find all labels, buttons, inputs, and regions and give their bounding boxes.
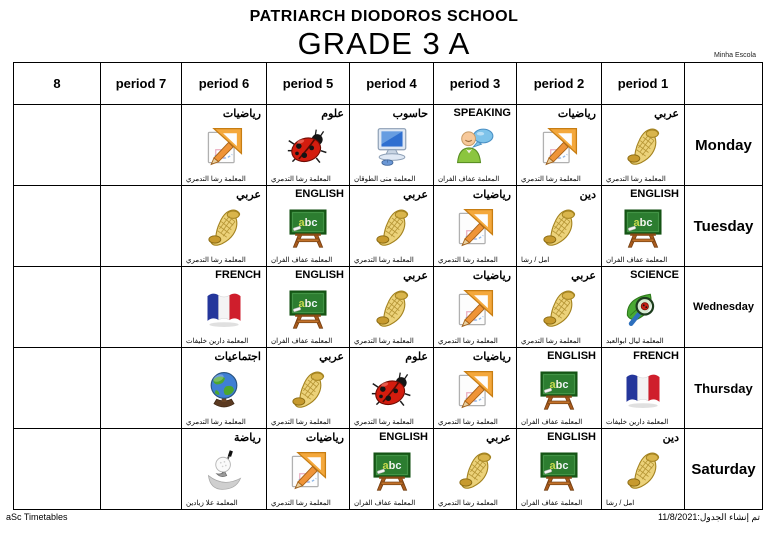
column-header: period 1: [602, 63, 685, 105]
scroll-icon: [370, 206, 414, 250]
timetable-cell[interactable]: [182, 186, 267, 267]
subject-label: عربي: [403, 189, 428, 201]
timetable-cell[interactable]: [517, 186, 602, 267]
empty-cell: [14, 429, 101, 510]
scroll-icon: [202, 206, 246, 250]
globe-icon: [202, 368, 246, 412]
setsquare-icon: [537, 125, 581, 169]
column-header: 8: [14, 63, 101, 105]
timetable-cell[interactable]: [434, 186, 517, 267]
column-header: period 5: [267, 63, 350, 105]
setsquare-icon: [453, 287, 497, 331]
french-flag-icon: [202, 287, 246, 331]
school-name: PATRIARCH DIODOROS SCHOOL: [249, 8, 519, 25]
teacher-label: المعلمة عفاف الفران: [271, 338, 333, 345]
scroll-icon: [537, 206, 581, 250]
subject-label: علوم: [321, 108, 344, 120]
teacher-label: امل / رشا: [606, 500, 635, 507]
teacher-label: المعلمة رشا التدمري: [354, 257, 414, 264]
generated-date-label: تم إنشاء الجدول:11/8/2021: [657, 512, 760, 522]
timetable-cell[interactable]: [350, 429, 434, 510]
subject-label: رياضيات: [305, 432, 344, 444]
teacher-label: المعلمة دارين خليفات: [186, 338, 249, 345]
teacher-label: المعلمة رشا التدمري: [606, 176, 666, 183]
ladybug-icon: [286, 125, 330, 169]
setsquare-icon: [202, 125, 246, 169]
column-header: period 2: [517, 63, 602, 105]
teacher-label: المعلمة عفاف الفران: [606, 257, 668, 264]
day-row: [14, 429, 763, 510]
timetable-cell[interactable]: [602, 186, 685, 267]
chalkboard-icon: [286, 206, 330, 250]
subject-label: دين: [662, 432, 679, 444]
subject-label: FRENCH: [633, 350, 679, 362]
timetable-cell[interactable]: [350, 267, 434, 348]
subject-label: ENGLISH: [295, 188, 344, 200]
empty-cell: [14, 348, 101, 429]
timetable-cell[interactable]: [602, 267, 685, 348]
timetable: [13, 62, 763, 510]
timetable-cell[interactable]: [517, 348, 602, 429]
day-row: [14, 105, 763, 186]
teacher-label: المعلمة رشا التدمري: [186, 419, 246, 426]
timetable-body: [14, 105, 763, 510]
scroll-icon: [286, 368, 330, 412]
timetable-cell[interactable]: [182, 105, 267, 186]
timetable-cell[interactable]: [182, 429, 267, 510]
teacher-label: المعلمة رشا التدمري: [354, 338, 414, 345]
timetable-cell[interactable]: [267, 105, 350, 186]
subject-label: رياضيات: [557, 108, 596, 120]
subject-label: ENGLISH: [379, 431, 428, 443]
teacher-label: المعلمة عفاف الفران: [354, 500, 416, 507]
day-label: Monday: [685, 105, 763, 186]
empty-cell: [101, 267, 182, 348]
ladybug-icon: [370, 368, 414, 412]
chalkboard-icon: [621, 206, 665, 250]
timetable-cell[interactable]: [602, 429, 685, 510]
timetable-cell[interactable]: [434, 429, 517, 510]
teacher-label: المعلمة منى الطوقان: [354, 176, 416, 183]
computer-icon: [370, 125, 414, 169]
column-header: period 4: [350, 63, 434, 105]
timetable-cell[interactable]: [602, 348, 685, 429]
empty-cell: [101, 348, 182, 429]
subject-label: ENGLISH: [547, 350, 596, 362]
teacher-label: المعلمة رشا التدمري: [354, 419, 414, 426]
timetable-cell[interactable]: [267, 186, 350, 267]
french-flag-icon: [621, 368, 665, 412]
teacher-label: المعلمة عفاف الفران: [521, 500, 583, 507]
subject-label: SCIENCE: [630, 269, 679, 281]
column-header: period 6: [182, 63, 267, 105]
subject-label: رياضيات: [472, 270, 511, 282]
header-row: [14, 63, 763, 105]
empty-cell: [14, 186, 101, 267]
teacher-label: المعلمة عفاف الفران: [438, 176, 500, 183]
timetable-cell[interactable]: [267, 348, 350, 429]
setsquare-icon: [286, 449, 330, 493]
corner-header: [685, 63, 763, 105]
subject-label: علوم: [405, 351, 428, 363]
day-label: Tuesday: [685, 186, 763, 267]
day-row: [14, 186, 763, 267]
teacher-label: المعلمة رشا التدمري: [186, 257, 246, 264]
teacher-label: المعلمة ليال ابوالعبد: [606, 338, 664, 345]
subject-label: ENGLISH: [295, 269, 344, 281]
teacher-label: المعلمة عفاف الفران: [271, 257, 333, 264]
empty-cell: [101, 186, 182, 267]
teacher-label: المعلمة رشا التدمري: [271, 176, 331, 183]
chalkboard-icon: [537, 449, 581, 493]
empty-cell: [101, 429, 182, 510]
scroll-icon: [621, 449, 665, 493]
timetable-cell[interactable]: [350, 348, 434, 429]
teacher-label: المعلمة رشا التدمري: [438, 338, 498, 345]
subject-label: عربي: [571, 270, 596, 282]
chalkboard-icon: [286, 287, 330, 331]
subject-label: رياضيات: [472, 351, 511, 363]
subject-label: اجتماعيات: [214, 351, 261, 363]
timetable-cell[interactable]: [434, 267, 517, 348]
teacher-label: المعلمة رشا التدمري: [271, 500, 331, 507]
teacher-label: المعلمة رشا التدمري: [521, 176, 581, 183]
chalkboard-icon: [370, 449, 414, 493]
timetable-cell[interactable]: [182, 267, 267, 348]
speaking-icon: [453, 125, 497, 169]
timetable-cell[interactable]: [434, 105, 517, 186]
empty-cell: [14, 105, 101, 186]
teacher-label: المعلمة رشا التدمري: [438, 500, 498, 507]
subject-label: رياضيات: [222, 108, 261, 120]
day-label: Thursday: [685, 348, 763, 429]
subject-label: عربي: [403, 270, 428, 282]
day-label: Saturday: [685, 429, 763, 510]
timetable-cell[interactable]: [182, 348, 267, 429]
subject-label: حاسوب: [392, 108, 428, 120]
setsquare-icon: [453, 368, 497, 412]
golf-icon: [202, 449, 246, 493]
timetable-cell[interactable]: [350, 186, 434, 267]
teacher-label: المعلمة عفاف الفران: [521, 419, 583, 426]
scroll-icon: [370, 287, 414, 331]
watermark-label: Minha Escola: [713, 52, 756, 59]
timetable-head: [14, 63, 763, 105]
chalkboard-icon: [537, 368, 581, 412]
teacher-label: المعلمة دارين خليفات: [606, 419, 669, 426]
subject-label: FRENCH: [215, 269, 261, 281]
scroll-icon: [453, 449, 497, 493]
timetable-cell[interactable]: [267, 429, 350, 510]
timetable-cell[interactable]: [350, 105, 434, 186]
column-header: period 7: [101, 63, 182, 105]
timetable-cell[interactable]: [602, 105, 685, 186]
setsquare-icon: [453, 206, 497, 250]
subject-label: رياضة: [234, 432, 261, 444]
subject-label: عربي: [319, 351, 344, 363]
scroll-icon: [621, 125, 665, 169]
subject-label: عربي: [236, 189, 261, 201]
timetable-cell[interactable]: [517, 267, 602, 348]
subject-label: عربي: [654, 108, 679, 120]
app-credit-label: aSc Timetables: [6, 512, 68, 522]
day-row: [14, 267, 763, 348]
timetable-cell[interactable]: [517, 105, 602, 186]
timetable-cell[interactable]: [517, 429, 602, 510]
subject-label: ENGLISH: [630, 188, 679, 200]
subject-label: دين: [579, 189, 596, 201]
day-label: Wednesday: [685, 267, 763, 348]
teacher-label: المعلمة رشا التدمري: [271, 419, 331, 426]
teacher-label: المعلمة رشا التدمري: [438, 419, 498, 426]
teacher-label: المعلمة رشا التدمري: [438, 257, 498, 264]
teacher-label: المعلمة علا زيادين: [186, 500, 238, 507]
empty-cell: [101, 105, 182, 186]
scroll-icon: [537, 287, 581, 331]
page-title: GRADE 3 A: [297, 26, 471, 61]
teacher-label: المعلمة رشا التدمري: [186, 176, 246, 183]
day-row: [14, 348, 763, 429]
timetable-cell[interactable]: [434, 348, 517, 429]
subject-label: عربي: [486, 432, 511, 444]
empty-cell: [14, 267, 101, 348]
subject-label: SPEAKING: [453, 107, 511, 119]
teacher-label: المعلمة رشا التدمري: [521, 338, 581, 345]
column-header: period 3: [434, 63, 517, 105]
subject-label: ENGLISH: [547, 431, 596, 443]
timetable-cell[interactable]: [267, 267, 350, 348]
science-leaf-icon: [621, 287, 665, 331]
teacher-label: امل / رشا: [521, 257, 550, 264]
subject-label: رياضيات: [472, 189, 511, 201]
